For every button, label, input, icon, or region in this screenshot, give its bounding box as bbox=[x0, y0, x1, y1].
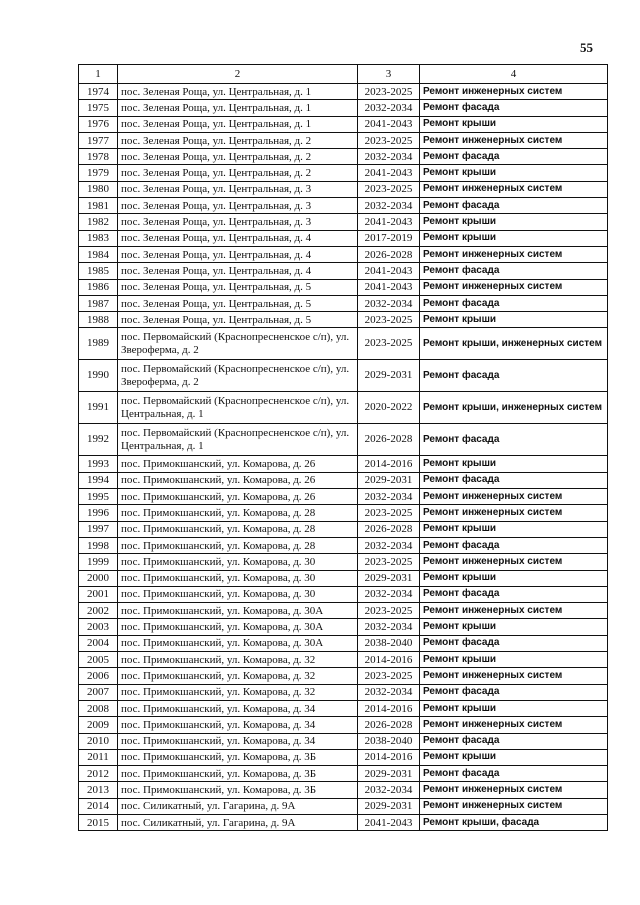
row-number: 1992 bbox=[79, 424, 118, 456]
work-type-cell: Ремонт крыши bbox=[420, 749, 608, 765]
row-number: 1989 bbox=[79, 328, 118, 360]
address-cell: пос. Примокшанский, ул. Комарова, д. 30А bbox=[118, 619, 358, 635]
period-cell: 2023-2025 bbox=[358, 505, 420, 521]
period-cell: 2029-2031 bbox=[358, 570, 420, 586]
period-cell: 2032-2034 bbox=[358, 537, 420, 553]
row-number: 1999 bbox=[79, 554, 118, 570]
work-type-cell: Ремонт крыши bbox=[420, 214, 608, 230]
table-row bbox=[79, 263, 608, 279]
address-cell: пос. Силикатный, ул. Гагарина, д. 9А bbox=[118, 798, 358, 814]
address-cell: пос. Примокшанский, ул. Комарова, д. 30А bbox=[118, 603, 358, 619]
work-type-cell: Ремонт инженерных систем bbox=[420, 279, 608, 295]
address-cell: пос. Примокшанский, ул. Комарова, д. 3Б bbox=[118, 749, 358, 765]
address-cell: пос. Зеленая Роща, ул. Центральная, д. 5 bbox=[118, 312, 358, 328]
row-number: 1993 bbox=[79, 456, 118, 472]
work-type-cell: Ремонт фасада bbox=[420, 360, 608, 392]
work-type-cell: Ремонт крыши bbox=[420, 570, 608, 586]
row-number: 2012 bbox=[79, 766, 118, 782]
address-cell: пос. Примокшанский, ул. Комарова, д. 28 bbox=[118, 521, 358, 537]
period-cell: 2029-2031 bbox=[358, 360, 420, 392]
work-type-cell: Ремонт фасада bbox=[420, 684, 608, 700]
period-cell: 2023-2025 bbox=[358, 312, 420, 328]
address-cell: пос. Зеленая Роща, ул. Центральная, д. 2 bbox=[118, 149, 358, 165]
table-row bbox=[79, 165, 608, 181]
period-cell: 2032-2034 bbox=[358, 684, 420, 700]
table-row bbox=[79, 766, 608, 782]
period-cell: 2023-2025 bbox=[358, 554, 420, 570]
period-cell: 2023-2025 bbox=[358, 84, 420, 100]
work-type-cell: Ремонт крыши bbox=[420, 700, 608, 716]
period-cell: 2014-2016 bbox=[358, 700, 420, 716]
row-number: 2008 bbox=[79, 700, 118, 716]
address-cell: пос. Примокшанский, ул. Комарова, д. 26 bbox=[118, 472, 358, 488]
row-number: 2003 bbox=[79, 619, 118, 635]
table-row bbox=[79, 603, 608, 619]
period-cell: 2032-2034 bbox=[358, 100, 420, 116]
table-row bbox=[79, 668, 608, 684]
row-number: 1991 bbox=[79, 392, 118, 424]
address-cell: пос. Примокшанский, ул. Комарова, д. 34 bbox=[118, 733, 358, 749]
period-cell: 2017-2019 bbox=[358, 230, 420, 246]
address-cell: пос. Примокшанский, ул. Комарова, д. 28 bbox=[118, 537, 358, 553]
table-row bbox=[79, 116, 608, 132]
page-number: 55 bbox=[580, 40, 593, 55]
table-row bbox=[79, 328, 608, 360]
table-row bbox=[79, 684, 608, 700]
table-row bbox=[79, 521, 608, 537]
address-cell: пос. Зеленая Роща, ул. Центральная, д. 1 bbox=[118, 116, 358, 132]
period-cell: 2032-2034 bbox=[358, 489, 420, 505]
work-type-cell: Ремонт инженерных систем bbox=[420, 717, 608, 733]
address-cell: пос. Первомайский (Краснопресненское с/п), ул. Звероферма, д. 2 bbox=[118, 360, 358, 392]
table-row bbox=[79, 181, 608, 197]
work-type-cell: Ремонт инженерных систем bbox=[420, 489, 608, 505]
table-row bbox=[79, 505, 608, 521]
table-row bbox=[79, 279, 608, 295]
row-number: 1977 bbox=[79, 132, 118, 148]
period-cell: 2026-2028 bbox=[358, 717, 420, 733]
table-row bbox=[79, 586, 608, 602]
work-type-cell: Ремонт инженерных систем bbox=[420, 603, 608, 619]
work-type-cell: Ремонт крыши bbox=[420, 619, 608, 635]
address-cell: пос. Зеленая Роща, ул. Центральная, д. 4 bbox=[118, 263, 358, 279]
table-row bbox=[79, 149, 608, 165]
address-cell: пос. Зеленая Роща, ул. Центральная, д. 5 bbox=[118, 295, 358, 311]
period-cell: 2041-2043 bbox=[358, 814, 420, 830]
row-number: 1987 bbox=[79, 295, 118, 311]
row-number: 1986 bbox=[79, 279, 118, 295]
table-row bbox=[79, 424, 608, 456]
row-number: 2014 bbox=[79, 798, 118, 814]
table-row bbox=[79, 84, 608, 100]
row-number: 2011 bbox=[79, 749, 118, 765]
table-row bbox=[79, 717, 608, 733]
table-row bbox=[79, 700, 608, 716]
row-number: 1994 bbox=[79, 472, 118, 488]
table-row bbox=[79, 312, 608, 328]
period-cell: 2023-2025 bbox=[358, 668, 420, 684]
address-cell: пос. Зеленая Роща, ул. Центральная, д. 2 bbox=[118, 132, 358, 148]
period-cell: 2041-2043 bbox=[358, 214, 420, 230]
period-cell: 2014-2016 bbox=[358, 456, 420, 472]
row-number: 1996 bbox=[79, 505, 118, 521]
work-type-cell: Ремонт фасада bbox=[420, 198, 608, 214]
row-number: 1984 bbox=[79, 246, 118, 262]
row-number: 2000 bbox=[79, 570, 118, 586]
period-cell: 2032-2034 bbox=[358, 295, 420, 311]
work-type-cell: Ремонт инженерных систем bbox=[420, 181, 608, 197]
address-cell: пос. Примокшанский, ул. Комарова, д. 30А bbox=[118, 635, 358, 651]
address-cell: пос. Зеленая Роща, ул. Центральная, д. 1 bbox=[118, 84, 358, 100]
period-cell: 2041-2043 bbox=[358, 165, 420, 181]
row-number: 2007 bbox=[79, 684, 118, 700]
period-cell: 2023-2025 bbox=[358, 181, 420, 197]
address-cell: пос. Примокшанский, ул. Комарова, д. 28 bbox=[118, 505, 358, 521]
table-row bbox=[79, 230, 608, 246]
address-cell: пос. Зеленая Роща, ул. Центральная, д. 1 bbox=[118, 100, 358, 116]
address-cell: пос. Первомайский (Краснопресненское с/п), ул. Центральная, д. 1 bbox=[118, 424, 358, 456]
row-number: 1976 bbox=[79, 116, 118, 132]
table-row bbox=[79, 132, 608, 148]
address-cell: пос. Примокшанский, ул. Комарова, д. 34 bbox=[118, 717, 358, 733]
work-type-cell: Ремонт фасада bbox=[420, 424, 608, 456]
row-number: 2015 bbox=[79, 814, 118, 830]
period-cell: 2014-2016 bbox=[358, 749, 420, 765]
period-cell: 2032-2034 bbox=[358, 586, 420, 602]
row-number: 2009 bbox=[79, 717, 118, 733]
work-type-cell: Ремонт инженерных систем bbox=[420, 84, 608, 100]
table-row bbox=[79, 214, 608, 230]
work-type-cell: Ремонт фасада bbox=[420, 472, 608, 488]
address-cell: пос. Примокшанский, ул. Комарова, д. 30 bbox=[118, 570, 358, 586]
table-row bbox=[79, 489, 608, 505]
row-number: 1998 bbox=[79, 537, 118, 553]
period-cell: 2026-2028 bbox=[358, 246, 420, 262]
period-cell: 2020-2022 bbox=[358, 392, 420, 424]
row-number: 2006 bbox=[79, 668, 118, 684]
row-number: 1975 bbox=[79, 100, 118, 116]
row-number: 2010 bbox=[79, 733, 118, 749]
table-row bbox=[79, 570, 608, 586]
header-row bbox=[79, 65, 608, 84]
period-cell: 2032-2034 bbox=[358, 782, 420, 798]
work-type-cell: Ремонт инженерных систем bbox=[420, 668, 608, 684]
address-cell: пос. Первомайский (Краснопресненское с/п), ул. Центральная, д. 1 bbox=[118, 392, 358, 424]
work-type-cell: Ремонт фасада bbox=[420, 100, 608, 116]
table-row bbox=[79, 392, 608, 424]
work-type-cell: Ремонт фасада bbox=[420, 149, 608, 165]
row-number: 1981 bbox=[79, 198, 118, 214]
table-header bbox=[79, 65, 608, 84]
period-cell: 2038-2040 bbox=[358, 733, 420, 749]
table-row bbox=[79, 619, 608, 635]
address-cell: пос. Примокшанский, ул. Комарова, д. 30 bbox=[118, 586, 358, 602]
address-cell: пос. Примокшанский, ул. Комарова, д. 26 bbox=[118, 489, 358, 505]
work-type-cell: Ремонт инженерных систем bbox=[420, 505, 608, 521]
work-type-cell: Ремонт крыши bbox=[420, 230, 608, 246]
work-type-cell: Ремонт фасада bbox=[420, 733, 608, 749]
period-cell: 2026-2028 bbox=[358, 521, 420, 537]
work-type-cell: Ремонт инженерных систем bbox=[420, 798, 608, 814]
row-number: 1980 bbox=[79, 181, 118, 197]
row-number: 1978 bbox=[79, 149, 118, 165]
address-cell: пос. Силикатный, ул. Гагарина, д. 9А bbox=[118, 814, 358, 830]
period-cell: 2041-2043 bbox=[358, 279, 420, 295]
work-type-cell: Ремонт крыши bbox=[420, 521, 608, 537]
work-type-cell: Ремонт крыши, инженерных систем bbox=[420, 328, 608, 360]
address-cell: пос. Зеленая Роща, ул. Центральная, д. 3 bbox=[118, 181, 358, 197]
table-row bbox=[79, 360, 608, 392]
row-number: 2004 bbox=[79, 635, 118, 651]
row-number: 1997 bbox=[79, 521, 118, 537]
table-row bbox=[79, 456, 608, 472]
work-type-cell: Ремонт фасада bbox=[420, 766, 608, 782]
repair-schedule-table bbox=[78, 64, 608, 831]
address-cell: пос. Примокшанский, ул. Комарова, д. 32 bbox=[118, 652, 358, 668]
address-cell: пос. Первомайский (Краснопресненское с/п), ул. Звероферма, д. 2 bbox=[118, 328, 358, 360]
address-cell: пос. Примокшанский, ул. Комарова, д. 3Б bbox=[118, 782, 358, 798]
work-type-cell: Ремонт крыши bbox=[420, 456, 608, 472]
column-header: 3 bbox=[358, 65, 420, 84]
column-header: 1 bbox=[79, 65, 118, 84]
work-type-cell: Ремонт инженерных систем bbox=[420, 554, 608, 570]
table-row bbox=[79, 472, 608, 488]
row-number: 1990 bbox=[79, 360, 118, 392]
period-cell: 2029-2031 bbox=[358, 766, 420, 782]
address-cell: пос. Примокшанский, ул. Комарова, д. 3Б bbox=[118, 766, 358, 782]
period-cell: 2029-2031 bbox=[358, 472, 420, 488]
table-row bbox=[79, 798, 608, 814]
row-number: 1988 bbox=[79, 312, 118, 328]
address-cell: пос. Примокшанский, ул. Комарова, д. 32 bbox=[118, 684, 358, 700]
row-number: 1982 bbox=[79, 214, 118, 230]
row-number: 2013 bbox=[79, 782, 118, 798]
work-type-cell: Ремонт фасада bbox=[420, 537, 608, 553]
address-cell: пос. Примокшанский, ул. Комарова, д. 34 bbox=[118, 700, 358, 716]
address-cell: пос. Примокшанский, ул. Комарова, д. 30 bbox=[118, 554, 358, 570]
period-cell: 2023-2025 bbox=[358, 132, 420, 148]
row-number: 2005 bbox=[79, 652, 118, 668]
address-cell: пос. Зеленая Роща, ул. Центральная, д. 5 bbox=[118, 279, 358, 295]
work-type-cell: Ремонт крыши bbox=[420, 652, 608, 668]
address-cell: пос. Зеленая Роща, ул. Центральная, д. 4 bbox=[118, 230, 358, 246]
address-cell: пос. Зеленая Роща, ул. Центральная, д. 3 bbox=[118, 198, 358, 214]
period-cell: 2032-2034 bbox=[358, 619, 420, 635]
work-type-cell: Ремонт инженерных систем bbox=[420, 132, 608, 148]
work-type-cell: Ремонт крыши, инженерных систем bbox=[420, 392, 608, 424]
row-number: 1974 bbox=[79, 84, 118, 100]
work-type-cell: Ремонт крыши bbox=[420, 165, 608, 181]
work-type-cell: Ремонт крыши, фасада bbox=[420, 814, 608, 830]
work-type-cell: Ремонт инженерных систем bbox=[420, 782, 608, 798]
address-cell: пос. Зеленая Роща, ул. Центральная, д. 2 bbox=[118, 165, 358, 181]
table-body bbox=[79, 84, 608, 831]
work-type-cell: Ремонт крыши bbox=[420, 312, 608, 328]
work-type-cell: Ремонт фасада bbox=[420, 295, 608, 311]
table-row bbox=[79, 635, 608, 651]
period-cell: 2041-2043 bbox=[358, 263, 420, 279]
period-cell: 2026-2028 bbox=[358, 424, 420, 456]
period-cell: 2041-2043 bbox=[358, 116, 420, 132]
address-cell: пос. Зеленая Роща, ул. Центральная, д. 4 bbox=[118, 246, 358, 262]
table-row bbox=[79, 782, 608, 798]
table-row bbox=[79, 100, 608, 116]
work-type-cell: Ремонт крыши bbox=[420, 116, 608, 132]
work-type-cell: Ремонт инженерных систем bbox=[420, 246, 608, 262]
period-cell: 2032-2034 bbox=[358, 149, 420, 165]
period-cell: 2029-2031 bbox=[358, 798, 420, 814]
work-type-cell: Ремонт фасада bbox=[420, 263, 608, 279]
row-number: 1985 bbox=[79, 263, 118, 279]
table-row bbox=[79, 554, 608, 570]
row-number: 2002 bbox=[79, 603, 118, 619]
row-number: 1995 bbox=[79, 489, 118, 505]
period-cell: 2038-2040 bbox=[358, 635, 420, 651]
table-row bbox=[79, 246, 608, 262]
period-cell: 2023-2025 bbox=[358, 328, 420, 360]
table-row bbox=[79, 749, 608, 765]
period-cell: 2014-2016 bbox=[358, 652, 420, 668]
address-cell: пос. Примокшанский, ул. Комарова, д. 26 bbox=[118, 456, 358, 472]
table-row bbox=[79, 537, 608, 553]
row-number: 1983 bbox=[79, 230, 118, 246]
period-cell: 2023-2025 bbox=[358, 603, 420, 619]
row-number: 1979 bbox=[79, 165, 118, 181]
work-type-cell: Ремонт фасада bbox=[420, 586, 608, 602]
column-header: 4 bbox=[420, 65, 608, 84]
row-number: 2001 bbox=[79, 586, 118, 602]
address-cell: пос. Зеленая Роща, ул. Центральная, д. 3 bbox=[118, 214, 358, 230]
column-header: 2 bbox=[118, 65, 358, 84]
address-cell: пос. Примокшанский, ул. Комарова, д. 32 bbox=[118, 668, 358, 684]
table-row bbox=[79, 198, 608, 214]
period-cell: 2032-2034 bbox=[358, 198, 420, 214]
table-row bbox=[79, 652, 608, 668]
table-row bbox=[79, 733, 608, 749]
table-row bbox=[79, 295, 608, 311]
table-row bbox=[79, 814, 608, 830]
work-type-cell: Ремонт фасада bbox=[420, 635, 608, 651]
